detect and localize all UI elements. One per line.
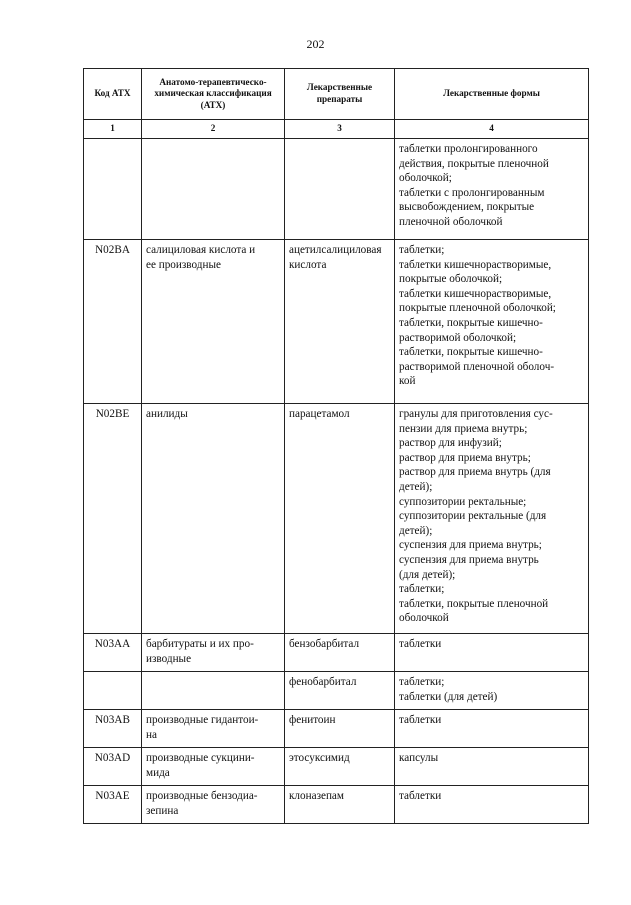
dosage-forms-line: оболочкой [399,612,449,625]
classification-line: зепина [146,804,179,817]
drug-cell [285,748,395,786]
classification-line: изводные [146,652,192,665]
drug-cell [285,672,395,710]
classification-line: производные сукцини- [146,752,255,764]
dosage-forms-line: таблетки [399,638,442,650]
classification-line: анилиды [146,408,188,420]
table-row [84,240,589,404]
dosage-forms-line: таблетки, покрытые кишечно- [399,316,543,329]
dosage-forms-line: детей); [399,480,433,493]
drug-line: клоназепам [289,790,344,802]
drug-cell [285,786,395,824]
classification-line: на [146,728,157,741]
classification-cell [142,240,285,404]
dosage-forms-line: детей); [399,524,433,537]
dosage-forms-line: суппозитории ректальные (для [399,510,547,523]
dosage-forms-cell [395,634,589,672]
dosage-forms-line: таблетки кишечнорастворимые, [399,258,552,271]
dosage-forms-line: оболочкой; [399,172,452,185]
dosage-forms-line: суппозитории ректальные; [399,495,527,508]
dosage-forms-line: таблетки с пролонгированным [399,186,545,199]
table-header-row [84,69,589,120]
dosage-forms-line: таблетки [399,790,442,802]
column-number: 1 [84,120,142,139]
atx-code-cell [84,672,142,710]
drug-line: кислота [289,258,327,271]
dosage-forms-line: действия, покрытые пленочной [399,157,549,170]
header-code: Код АТХ [84,69,142,120]
drug-line: фенобарбитал [289,676,357,688]
dosage-forms-line: пензии для приема внутрь; [399,422,528,435]
classification-cell [142,710,285,748]
classification-cell [142,672,285,710]
classification-line: мида [146,766,170,779]
table-row [84,139,589,240]
dosage-forms-cell [395,748,589,786]
atx-code-cell [84,748,142,786]
drug-line: фенитоин [289,714,336,726]
classification-cell [142,634,285,672]
table-row [84,672,589,710]
page-number: 202 [306,37,325,51]
dosage-forms-line: растворимой пленочной оболоч- [399,360,555,373]
dosage-forms-cell [395,139,589,240]
column-number: 3 [285,120,395,139]
atx-code-cell [84,139,142,240]
atx-code-text: N02BA [95,244,130,256]
header-classification: Анатомо-терапевтическо-химическая классификация (АТХ) [142,69,285,120]
dosage-forms-line: покрытые пленочной оболочкой; [399,302,556,315]
atx-code-text: N03AD [94,752,131,764]
classification-cell [142,748,285,786]
drug-cell [285,404,395,634]
dosage-forms-line: таблетки [399,714,442,726]
drug-line: парацетамол [289,408,350,420]
dosage-forms-line: таблетки; [399,676,445,688]
dosage-forms-line: таблетки пролонгированного [399,143,538,155]
dosage-forms-line: раствор для инфузий; [399,437,502,450]
table-row [84,404,589,634]
table-row [84,748,589,786]
drug-cell [285,240,395,404]
atx-code-cell [84,404,142,634]
dosage-forms-line: капсулы [399,752,439,764]
dosage-forms-cell [395,786,589,824]
drug-cell [285,710,395,748]
classification-line: производные бензодиа- [146,790,258,802]
drug-line: ацетилсалициловая [289,244,382,256]
column-number-row [84,120,589,139]
drug-line: бензобарбитал [289,638,360,650]
atx-code-cell [84,240,142,404]
dosage-forms-line: кой [399,375,416,388]
dosage-forms-line: таблетки, покрытые пленочной [399,597,549,610]
dosage-forms-line: покрытые оболочкой; [399,273,503,286]
dosage-forms-line: растворимой оболочкой; [399,331,517,344]
dosage-forms-cell [395,240,589,404]
classification-line: салициловая кислота и [146,244,256,256]
header-forms: Лекарственные формы [395,69,589,120]
dosage-forms-line: гранулы для приготовления сус- [399,408,553,420]
dosage-forms-line: таблетки; [399,583,445,596]
dosage-forms-line: пленочной оболочкой [399,215,503,228]
table-row [84,634,589,672]
atx-table [83,68,589,824]
drug-cell [285,139,395,240]
dosage-forms-line: (для детей); [399,568,456,581]
classification-cell [142,404,285,634]
table-row [84,786,589,824]
atx-code-text: N03AB [95,714,130,726]
atx-code-cell [84,710,142,748]
table-row [84,710,589,748]
dosage-forms-line: высвобождением, покрытые [399,201,535,214]
dosage-forms-line: таблетки, покрытые кишечно- [399,346,543,359]
atx-code-cell [84,634,142,672]
dosage-forms-line: таблетки кишечнорастворимые, [399,287,552,300]
dosage-forms-line: таблетки (для детей) [399,690,498,703]
atx-code-text: N02BE [95,408,130,420]
dosage-forms-cell [395,672,589,710]
column-number: 4 [395,120,589,139]
classification-cell [142,786,285,824]
classification-line: производные гидантои- [146,714,259,726]
atx-code-text: N03AA [94,638,131,650]
classification-line: барбитураты и их про- [146,638,254,650]
atx-code-text: N03AE [95,790,130,802]
dosage-forms-line: раствор для приема внутрь; [399,451,531,464]
dosage-forms-line: суспензия для приема внутрь [399,553,539,566]
classification-cell [142,139,285,240]
atx-code-cell [84,786,142,824]
classification-line: ее производные [146,258,221,271]
dosage-forms-line: таблетки; [399,244,445,256]
dosage-forms-line: суспензия для приема внутрь; [399,539,542,552]
dosage-forms-cell [395,404,589,634]
dosage-forms-cell [395,710,589,748]
header-drugs: Лекарственные препараты [285,69,395,120]
drug-line: этосуксимид [289,752,350,764]
drug-cell [285,634,395,672]
column-number: 2 [142,120,285,139]
dosage-forms-line: раствор для приема внутрь (для [399,466,551,479]
